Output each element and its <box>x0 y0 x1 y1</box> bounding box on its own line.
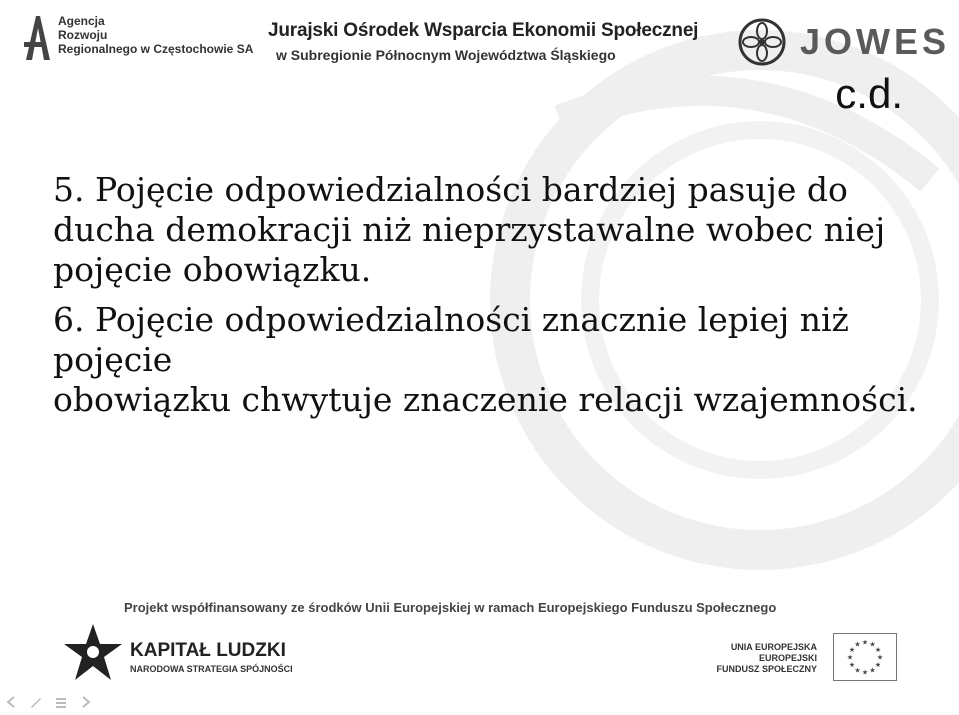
eu-star: ★ <box>874 646 882 654</box>
eu-flag-icon <box>833 633 897 681</box>
eu-stars-icon <box>834 634 896 680</box>
slide-content <box>53 170 933 420</box>
eu-star: ★ <box>876 653 884 662</box>
menu-icon[interactable] <box>54 695 68 709</box>
eu-star: ★ <box>861 638 869 647</box>
eu-star: ★ <box>846 653 854 662</box>
eu-star: ★ <box>869 640 876 649</box>
point-5: 5. Pojęcie odpowiedzialności bardziej pasuje do ducha demokracji niż nieprzystawalne wobec niej pojęcie obowiązku. <box>53 170 886 289</box>
ario-text <box>58 14 253 56</box>
eu-line-1: UNIA EUROPEJSKA <box>730 642 817 652</box>
eu-star: ★ <box>869 666 876 675</box>
eu-star: ★ <box>848 646 856 654</box>
point-6 <box>53 300 933 420</box>
ario-line-2: Rozwoju <box>58 28 108 42</box>
eu-star: ★ <box>854 666 861 675</box>
ario-logo-mark <box>22 14 52 62</box>
ario-logo <box>22 14 254 62</box>
point-6-line-2: obowiązku chwytuje znaczenie relacji wzajemności. <box>53 380 918 419</box>
pen-icon[interactable] <box>29 695 43 709</box>
arrow-left-icon[interactable] <box>4 695 18 709</box>
organization-title: Jurajski Ośrodek Wsparcia Ekonomii Społecznej <box>268 20 699 41</box>
header <box>0 0 959 78</box>
kapital-ludzki-subtitle: NARODOWA STRATEGIA SPÓJNOŚCI <box>130 664 293 674</box>
slide-nav-icons <box>4 694 99 712</box>
point-6-line-1: 6. Pojęcie odpowiedzialności znacznie lepiej niż pojęcie <box>53 300 849 379</box>
eu-star: ★ <box>861 668 869 677</box>
ario-line-3: Regionalnego w Częstochowie SA <box>58 42 254 56</box>
organization-subtitle: w Subregionie Północnym Województwa Śląskiego <box>276 47 616 63</box>
eu-line-2: EUROPEJSKI <box>758 653 817 663</box>
arrow-right-icon[interactable] <box>79 695 93 709</box>
eu-text <box>716 642 817 675</box>
kapital-ludzki-star-logo <box>62 622 124 684</box>
eu-line-3: FUNDUSZ SPOŁECZNY <box>716 664 817 674</box>
eu-star: ★ <box>874 661 882 669</box>
kapital-ludzki-name: KAPITAŁ LUDZKI <box>130 640 286 661</box>
continued-mark: c.d. <box>835 70 903 117</box>
ario-line-1: Agencja <box>58 14 105 28</box>
funding-caption: Projekt współfinansowany ze środków Unii Europejskiej w ramach Europejskiego Funduszu Społecznego <box>124 600 777 615</box>
eu-star: ★ <box>854 640 861 649</box>
jowes-flower-icon <box>738 18 786 66</box>
eu-star: ★ <box>848 661 856 669</box>
jowes-wordmark: JOWES <box>800 21 951 62</box>
